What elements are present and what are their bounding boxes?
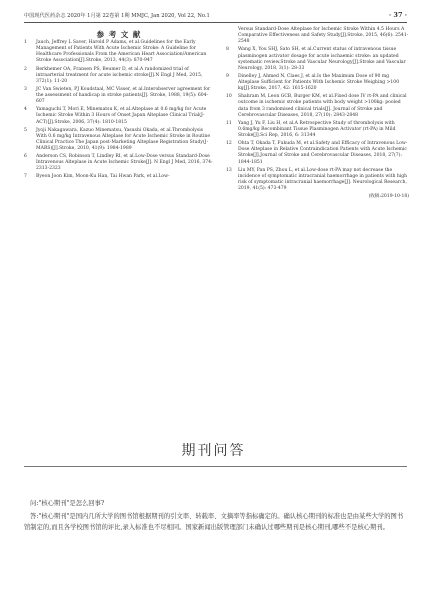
reference-item	[24, 40, 214, 65]
reference-text: Shahram M, Leon GCB, Burger KM, et al.Fixed dose IV rt-PA and clinical outcome in ischemic stroke patients with body weight >100kg: pooled data from 3 randomised clinical trials[J]. Journal of Stroke and Cerebrovascular Diseases, 2018, 27(10): 2843-2848	[238, 94, 407, 118]
reference-text: Yamaguchi T, Mori E, Minematsu K, et al.Alteplase at 0.6 mg/kg for Acute Ischemic Stroke Within 3 Hours of Onset Japan Alteplase Clinical Trial(J-ACT)[J].Stroke, 2006, 37(4): 1810-1815	[36, 107, 207, 125]
reference-text: JC Van Swieten, PJ Koudstaal, MC Visser, et al.Interobserver agreement for the assessment of handicap in stroke patients[J]. Stroke, 1988, 19(5): 604-607	[36, 86, 211, 105]
reference-text: Yang J, Yu F, Liu H, et al.A Retrospective Study of thrombolysis with 0.6mg/kg Recombinant Tissue Plasminogen Activator (rt-PA) in Mild Stroke[J].Sci Rep, 2016, 6: 31344	[238, 120, 396, 139]
references-heading: 参 考 文 献	[96, 30, 142, 39]
qa-answer: 答:"核心期刊"是国内几所大学的图书馆根据期刊的引文率、转载率、文摘率等指标确定的。确认核心期刊的标准也是由某些大学的图书馆制定的,而且各学校图书馆的评比,录入标准也不尽相同。国家新闻出版管理部门未确认过哪些期刊是核心期刊,哪些不是核心期刊。	[24, 513, 404, 531]
reference-text: Byeon Joon Kim, Moon-Ku Han, Tai Hwan Park, et al.Low-	[36, 174, 170, 180]
qa-section-title: 期刊问答	[181, 443, 246, 459]
reference-continuation: Versus Standard-Dose Alteplase for Ischemic Stroke Within 4.5 Hours A Comparative Effectiveness and Safety Study[J].Stroke, 2015, 46(6): 2541-2548	[238, 27, 409, 45]
reference-number: 8	[226, 47, 229, 53]
reference-item	[226, 47, 409, 72]
qa-question: 问:"核心期刊"是怎么回事?	[30, 500, 105, 507]
reference-text: Wang X, You SHJ, Sato SH, et al.Current status of intravenous tissue plasminogen activator dosage for acute ischaemic stroke: an updated systematic review.Stroke and Vascular Neurology[J].Stroke and Vascular Neurology, 2018, 3(1): 28-33	[238, 47, 406, 71]
reference-text: Anderson CS, Robinson T, Lindley RI, et al.Low-Dose versus Standard-Dose Intravenous Alteplase in Acute Ischemic Stroke[J]. N Engl J Med, 2016, 374: 2313-2323	[36, 154, 213, 172]
reference-number: 4	[24, 107, 27, 113]
reference-item	[24, 87, 214, 105]
reference-item	[24, 128, 214, 153]
reference-item	[226, 168, 409, 193]
header-divider	[24, 22, 407, 23]
reference-item	[226, 74, 409, 92]
references-right-column	[226, 27, 409, 200]
reference-item	[24, 154, 214, 172]
reference-item	[226, 94, 409, 119]
reference-item	[24, 107, 214, 125]
received-date: (收稿:2019-10-18)	[368, 194, 409, 200]
reference-text: Liu MY, Pan PS, Zhou L, et al.Low-dose rt-PA may not decrease the incidence of symptomatic intracranial haemorrhage in patients with high risk of symptomatic intracranial haemorrhage[J]. Neurological Research, 2019, 41(5): 473-479	[238, 167, 408, 192]
reference-number: 13	[226, 167, 232, 173]
reference-text: Dinelley J, Ahmed N, Claes J, et al.Is the Maximum Dose of 90 mg Alteplase Sufficient for Patients With Ischemic Stroke Weighing >100 kg[J].Stroke, 2017, 42: 1615-1620	[238, 73, 400, 92]
reference-number: 6	[24, 154, 27, 160]
reference-text: Jauch, Jeffrey L Saver, Harold P Adams, et al.Guidelines for the Early Management of Patients With Acute Ischemic Stroke: A Guideline for Healthcare Professionals From the American Heart Association/American Stroke Association[J].Stroke, 2013, 44(3): 870-947	[36, 40, 207, 64]
reference-number: 7	[24, 174, 27, 180]
reference-item	[226, 121, 409, 139]
reference-text: Ohta T, Okada T, Fukuda M, et al.Safety and Efficacy of Intravenous Low-Dose Alteplase in Relative Contraindication Patients with Acute Ischemic Stroke[J].Journal of Stroke and Cerebrovascular Diseases, 2018, 27(7): 1844-1851	[238, 141, 408, 165]
qa-body	[24, 498, 407, 533]
reference-number: 2	[24, 66, 27, 72]
reference-number: 3	[24, 86, 27, 92]
references-left-column	[24, 40, 214, 183]
reference-text: Jyoji Nakagawara, Kazuo Minematsu, Yasushi Okada, et al.Thrombolysis With 0.6 mg/kg Intravenous Alteplase for Acute Ischemic Stroke in Routine Clinical Practice The Japan post-Marketing Alteplase Registration Study(J-MARS)[J].Stroke, 2010, 41(9): 1984-1989	[36, 127, 211, 152]
reference-item	[24, 67, 214, 85]
page-number: · 37 ·	[388, 11, 407, 19]
reference-number: 1	[24, 40, 27, 45]
qa-divider	[24, 466, 407, 467]
reference-number: 9	[226, 73, 229, 79]
reference-number: 11	[226, 120, 232, 126]
reference-text: Berkhemer OA, Fransen PS, Beumer D, et al.A randomized trial of intraarterial treatment for acute ischemic stroke[J].N Engl J Med, 2015, 372(1): 11-20	[36, 66, 203, 84]
reference-number: 12	[226, 141, 232, 147]
reference-number: 5	[24, 127, 27, 133]
reference-number: 10	[226, 94, 232, 100]
reference-item	[226, 141, 409, 166]
journal-header: 中国现代医药杂志 2020年 1月第 22卷第 1期 MMJC, Jan 2020, Vol 22, No.1	[24, 13, 210, 19]
reference-item	[24, 174, 214, 180]
